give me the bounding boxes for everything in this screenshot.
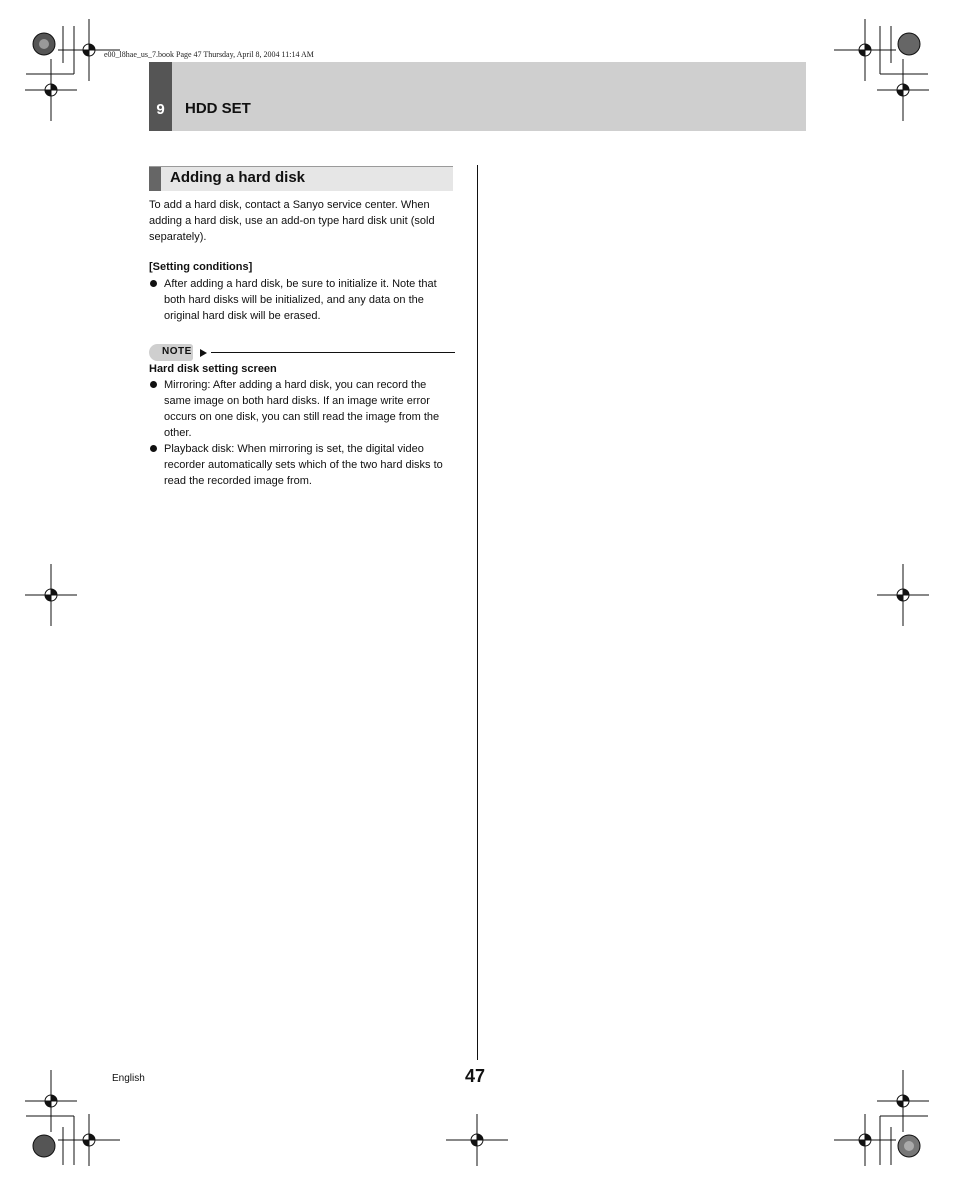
section-heading-marker [149, 167, 161, 191]
note-list [149, 377, 455, 489]
column-divider [477, 165, 478, 1060]
chapter-title: HDD SET [185, 100, 251, 117]
setting-conditions-list [149, 276, 455, 324]
list-item: Mirroring: After adding a hard disk, you can record the same image on both hard disks. If an image write error occurs on one disk, you can still read the image from the other. [149, 377, 455, 441]
chapter-number-box [149, 62, 172, 131]
section-heading [149, 166, 453, 191]
section-title: Adding a hard disk [170, 169, 306, 186]
print-job-info: e00_l8hae_us_7.book Page 47 Thursday, April 8, 2004 11:14 AM [104, 50, 314, 59]
list-item: Playback disk: When mirroring is set, the digital video recorder automatically sets which of the two hard disks to read the recorded image from. [149, 441, 455, 489]
page-number: 47 [465, 1066, 486, 1086]
chapter-header-bar [149, 62, 806, 131]
note-badge [149, 344, 193, 361]
footer-language: English [112, 1073, 145, 1084]
play-arrow-icon [200, 349, 207, 357]
list-item: After adding a hard disk, be sure to initialize it. Note that both hard disks will be initialized, and any data on the original hard disk will be erased. [149, 276, 455, 324]
note-rule [211, 352, 455, 353]
setting-conditions-heading: [Setting conditions] [149, 261, 253, 273]
note-divider [149, 344, 455, 362]
note-label: NOTE [162, 346, 192, 357]
note-heading: Hard disk setting screen [149, 363, 277, 375]
chapter-number: 9 [156, 101, 165, 118]
intro-paragraph: To add a hard disk, contact a Sanyo service center. When adding a hard disk, use an add-on type hard disk unit (sold separately). [149, 199, 435, 243]
